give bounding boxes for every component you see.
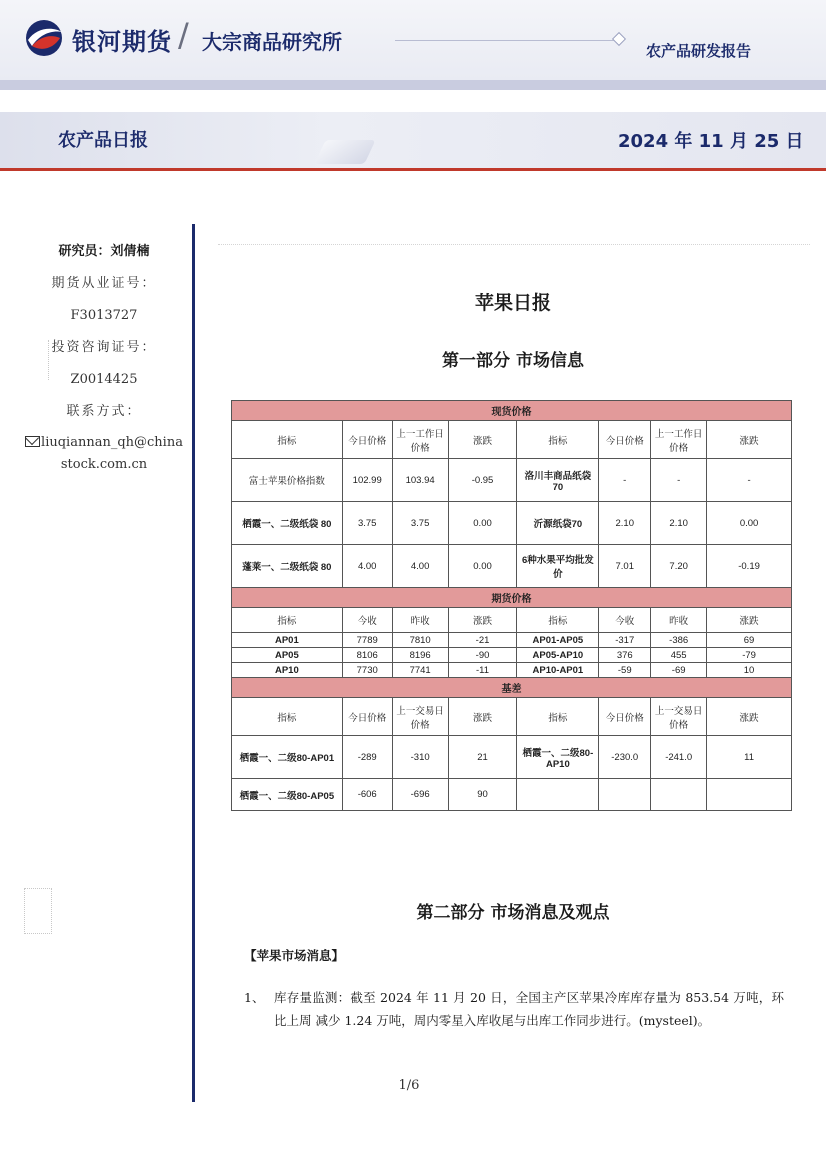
brand-name: 银河期货	[72, 28, 172, 56]
table-row	[232, 736, 792, 779]
news-item	[244, 986, 784, 1032]
table-cell: AP10-AP01	[517, 663, 599, 678]
table-cell	[707, 779, 792, 811]
table-cell: -11	[448, 663, 517, 678]
table-cell: -90	[448, 648, 517, 663]
table-header: 涨跌	[707, 698, 792, 736]
table-cell: 103.94	[392, 459, 448, 502]
page-title: 苹果日报	[474, 292, 551, 314]
table-cell: 0.00	[448, 545, 517, 588]
table-cell: 栖霞一、二级80-AP10	[517, 736, 599, 779]
table-header: 指标	[232, 421, 343, 459]
table-header: 今收	[342, 608, 392, 633]
table-cell: 7741	[392, 663, 448, 678]
table-cell: 3.75	[342, 502, 392, 545]
table-cell: 洛川丰商品纸袋70	[517, 459, 599, 502]
table-row	[232, 663, 792, 678]
table-header: 指标	[232, 698, 343, 736]
table-cell: 栖霞一、二级纸袋 80	[232, 502, 343, 545]
table-cell: 69	[707, 633, 792, 648]
table-cell: 7.20	[651, 545, 707, 588]
advisory-cert-label: 投资咨询证号：	[51, 340, 157, 355]
report-type: 农产品研发报告	[646, 42, 752, 60]
table-cell: -289	[342, 736, 392, 779]
table-header: 今日价格	[342, 421, 392, 459]
table-cell: AP10	[232, 663, 343, 678]
news-item-number: 1、	[244, 990, 265, 1005]
table-cell: 沂源纸袋70	[517, 502, 599, 545]
table-row	[232, 779, 792, 811]
mail-icon	[25, 436, 40, 447]
table-header: 指标	[517, 421, 599, 459]
table-row	[232, 633, 792, 648]
table-cell	[599, 779, 651, 811]
market-table	[231, 400, 792, 811]
futures-cert-number: F3013727	[70, 308, 138, 323]
table-cell: -59	[599, 663, 651, 678]
basis-section-title: 基差	[232, 678, 792, 698]
table-cell: 8106	[342, 648, 392, 663]
table-cell: 4.00	[392, 545, 448, 588]
table-cell: AP01	[232, 633, 343, 648]
report-date: 2024 年 11 月 25 日	[618, 131, 804, 152]
table-cell: -79	[707, 648, 792, 663]
table-row	[232, 459, 792, 502]
table-cell: 102.99	[342, 459, 392, 502]
table-cell: 4.00	[342, 545, 392, 588]
table-cell: -696	[392, 779, 448, 811]
table-cell: 7.01	[599, 545, 651, 588]
brand-separator: /	[178, 16, 189, 54]
institute-name: 大宗商品研究所	[202, 30, 342, 54]
table-cell: 21	[448, 736, 517, 779]
table-header: 今日价格	[342, 698, 392, 736]
table-cell: AP05-AP10	[517, 648, 599, 663]
table-cell	[651, 779, 707, 811]
email-text[interactable]: liuqiannan_qh@chinastock.com.cn	[41, 435, 183, 472]
table-row	[232, 502, 792, 545]
table-cell: 栖霞一、二级80-AP01	[232, 736, 343, 779]
table-cell: 3.75	[392, 502, 448, 545]
section-market-news: 第二部分 市场消息及观点	[416, 903, 610, 923]
table-header: 涨跌	[448, 698, 517, 736]
table-cell: -230.0	[599, 736, 651, 779]
table-header: 上一工作日价格	[392, 421, 448, 459]
section-market-info: 第一部分 市场信息	[442, 351, 584, 371]
table-header: 指标	[517, 608, 599, 633]
table-row	[232, 648, 792, 663]
advisory-cert-number: Z0014425	[70, 372, 138, 387]
table-cell: -606	[342, 779, 392, 811]
table-cell: 8196	[392, 648, 448, 663]
table-header: 涨跌	[707, 608, 792, 633]
table-cell: AP05	[232, 648, 343, 663]
news-heading: 【苹果市场消息】	[244, 948, 345, 963]
daily-report-title: 农产品日报	[58, 130, 148, 151]
table-cell: 蓬莱一、二级纸袋 80	[232, 545, 343, 588]
table-cell: 2.10	[651, 502, 707, 545]
page-number: 1/6	[398, 1078, 420, 1093]
table-cell: -	[651, 459, 707, 502]
table-cell: -69	[651, 663, 707, 678]
table-cell: 7810	[392, 633, 448, 648]
sidebar-dotted-box	[24, 888, 52, 934]
news-item-text: 库存量监测：截至 2024 年 11 月 20 日，全国主产区苹果冷库库存量为 853.54 万吨，环比上周 减少 1.24 万吨，周内零星入库收尾与出库工作同步进行。(mysteel)。	[274, 990, 784, 1028]
table-header: 涨跌	[448, 608, 517, 633]
header-stripe	[0, 80, 826, 90]
basis-header-row	[232, 698, 792, 736]
table-header: 上一交易日价格	[392, 698, 448, 736]
table-cell: -386	[651, 633, 707, 648]
table-cell: 0.00	[707, 502, 792, 545]
author-sidebar	[18, 240, 190, 476]
table-cell: -0.95	[448, 459, 517, 502]
table-cell: 2.10	[599, 502, 651, 545]
table-cell: 6种水果平均批发价	[517, 545, 599, 588]
galaxy-logo-icon	[22, 18, 66, 58]
table-header: 指标	[232, 608, 343, 633]
table-cell: 90	[448, 779, 517, 811]
table-header: 上一工作日价格	[651, 421, 707, 459]
table-header: 今日价格	[599, 421, 651, 459]
table-header: 昨收	[651, 608, 707, 633]
table-cell: 11	[707, 736, 792, 779]
futures-cert-label: 期货从业证号：	[51, 276, 157, 291]
contact-label: 联系方式：	[66, 404, 142, 419]
table-cell	[517, 779, 599, 811]
table-cell: 10	[707, 663, 792, 678]
table-cell: AP01-AP05	[517, 633, 599, 648]
table-cell: 376	[599, 648, 651, 663]
table-header: 涨跌	[448, 421, 517, 459]
table-cell: -310	[392, 736, 448, 779]
table-cell: -21	[448, 633, 517, 648]
table-cell: -241.0	[651, 736, 707, 779]
table-cell: -0.19	[707, 545, 792, 588]
futures-section-title: 期货价格	[232, 588, 792, 608]
table-cell: 栖霞一、二级80-AP05	[232, 779, 343, 811]
spot-section-title: 现货价格	[232, 401, 792, 421]
table-row	[232, 545, 792, 588]
table-header: 今日价格	[599, 698, 651, 736]
table-cell: -	[707, 459, 792, 502]
table-header: 今收	[599, 608, 651, 633]
table-cell: 7730	[342, 663, 392, 678]
futures-header-row	[232, 608, 792, 633]
table-cell: 7789	[342, 633, 392, 648]
sidebar-divider	[192, 224, 195, 1102]
sidebar-dots	[48, 340, 52, 380]
header-deco-line	[395, 40, 617, 41]
table-header: 昨收	[392, 608, 448, 633]
content-top-dots	[218, 244, 810, 245]
table-header: 上一交易日价格	[651, 698, 707, 736]
table-header: 指标	[517, 698, 599, 736]
contact-email[interactable]	[18, 432, 190, 476]
table-cell: -317	[599, 633, 651, 648]
table-cell: 富士苹果价格指数	[232, 459, 343, 502]
table-cell: -	[599, 459, 651, 502]
researcher-name: 研究员：刘倩楠	[58, 244, 150, 259]
table-cell: 0.00	[448, 502, 517, 545]
title-band-rule	[0, 168, 826, 171]
table-cell: 455	[651, 648, 707, 663]
table-header: 涨跌	[707, 421, 792, 459]
spot-header-row	[232, 421, 792, 459]
